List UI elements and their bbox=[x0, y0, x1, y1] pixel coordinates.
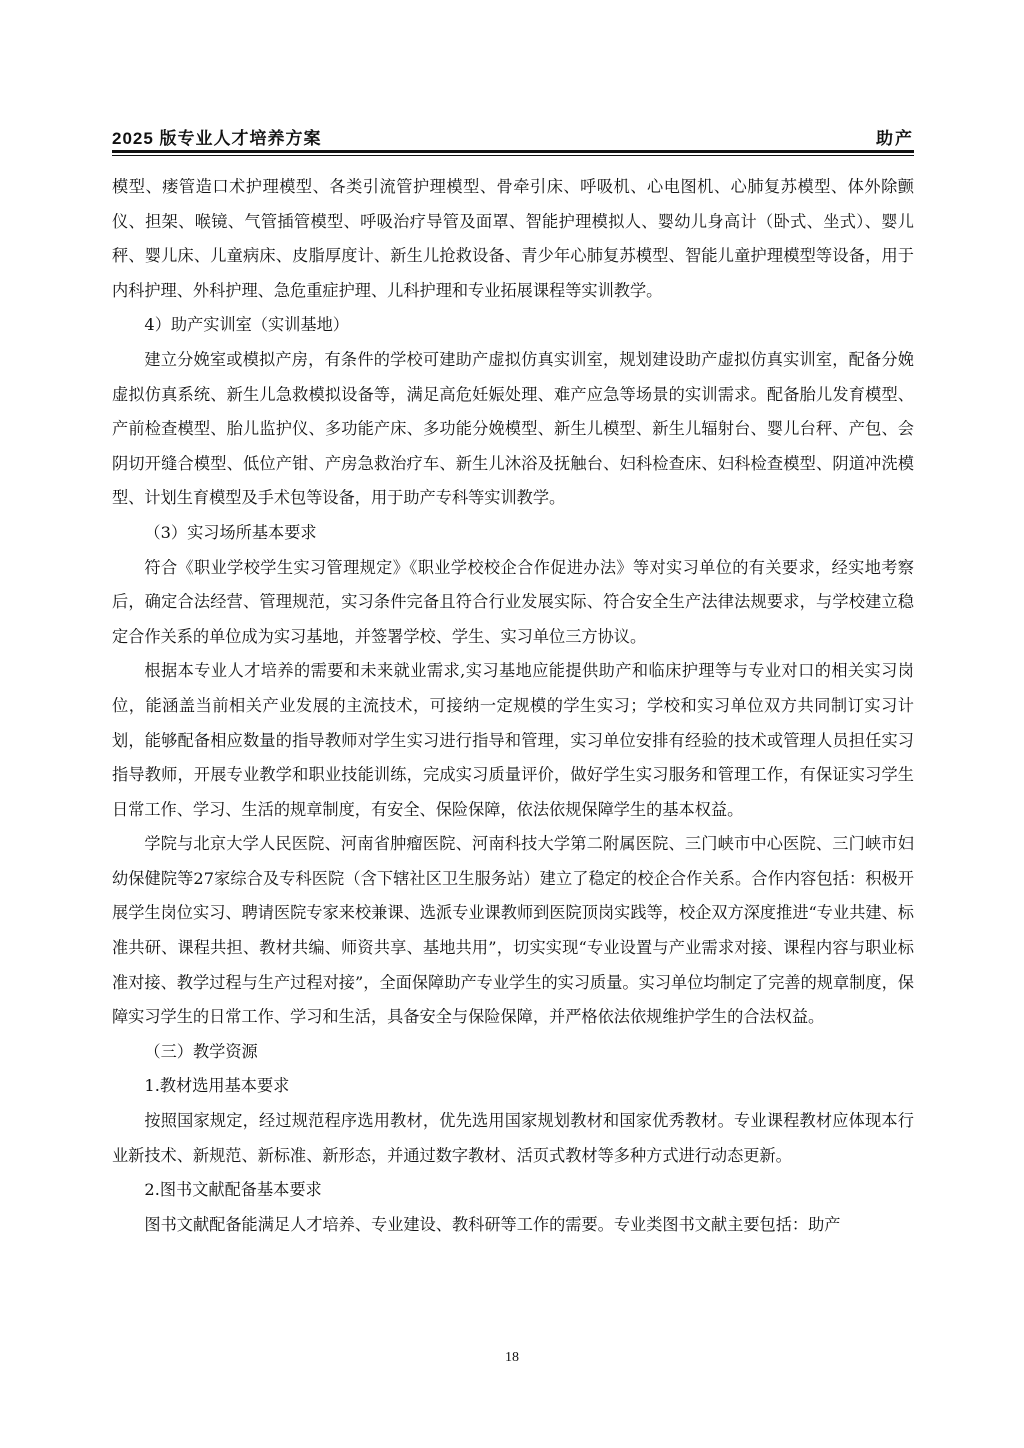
section-heading: 4）助产实训室（实训基地） bbox=[144, 315, 349, 335]
section-heading: （三）教学资源 bbox=[144, 1041, 258, 1061]
paragraph: 学院与北京大学人民医院、河南省肿瘤医院、河南科技大学第二附属医院、三门峡市中心医院、三门峡市妇幼保健院等27家综合及专科医院（含下辖社区卫生服务站）建立了稳定的校企合作关系。合作内容包括：积极开展学生岗位实习、聘请医院专家来校兼课、选派专业课教师到医院顶岗实践等，校企双方深度推进“专业共建、标准共研、课程共担、教材共编、师资共享、基地共用”，切实实现“专业设置与产业需求对接、课程内容与职业标准对接、教学过程与生产过程对接”，全面保障助产专业学生的实习质量。实习单位均制定了完善的规章制度，保障实习学生的日常工作、学习和生活，具备安全与保险保障，并严格依法依规维护学生的合法权益。 bbox=[112, 834, 914, 1027]
header-rule-thin bbox=[112, 155, 914, 156]
header-rule-thick bbox=[112, 150, 914, 153]
paragraph: 模型、瘘管造口术护理模型、各类引流管护理模型、骨牵引床、呼吸机、心电图机、心肺复苏模型、体外除颤仪、担架、喉镜、气管插管模型、呼吸治疗导管及面罩、智能护理模拟人、婴幼儿身高计（卧式、坐式）、婴儿秤、婴儿床、儿童病床、皮脂厚度计、新生儿抢救设备、青少年心肺复苏模型、智能儿童护理模型等设备，用于内科护理、外科护理、急危重症护理、儿科护理和专业拓展课程等实训教学。 bbox=[112, 177, 914, 300]
paragraph: 建立分娩室或模拟产房，有条件的学校可建助产虚拟仿真实训室，规划建设助产虚拟仿真实训室，配备分娩虚拟仿真系统、新生儿急救模拟设备等，满足高危妊娠处理、难产应急等场景的实训需求。配备胎儿发育模型、产前检查模型、胎儿监护仪、多功能产床、多功能分娩模型、新生儿模型、新生儿辐射台、婴儿台秤、产包、会阴切开缝合模型、低位产钳、产房急救治疗车、新生儿沐浴及抚触台、妇科检查床、妇科检查模型、阴道冲洗模型、计划生育模型及手术包等设备，用于助产专科等实训教学。 bbox=[112, 349, 914, 508]
paragraph: 图书文献配备能满足人才培养、专业建设、教科研等工作的需要。专业类图书文献主要包括：助产 bbox=[144, 1214, 841, 1234]
section-heading: 2.图书文献配备基本要求 bbox=[144, 1180, 322, 1200]
paragraph: 根据本专业人才培养的需要和未来就业需求,实习基地应能提供助产和临床护理等与专业对口的相关实习岗位，能涵盖当前相关产业发展的主流技术，可接纳一定规模的学生实习；学校和实习单位双方共同制订实习计划，能够配备相应数量的指导教师对学生实习进行指导和管理，实习单位安排有经验的技术或管理人员担任实习指导教师，开展专业教学和职业技能训练，完成实习质量评价，做好学生实习服务和管理工作，有保证实习学生日常工作、学习、生活的规章制度，有安全、保险保障，依法依规保障学生的基本权益。 bbox=[112, 661, 914, 819]
page-number: 18 bbox=[505, 1350, 519, 1365]
section-heading: 1.教材选用基本要求 bbox=[144, 1076, 290, 1096]
header-major: 助产 bbox=[876, 129, 914, 148]
section-heading: （3）实习场所基本要求 bbox=[144, 522, 317, 542]
paragraph: 符合《职业学校学生实习管理规定》《职业学校校企合作促进办法》等对实习单位的有关要求，经实地考察后，确定合法经营、管理规范，实习条件完备且符合行业发展实际、符合安全生产法律法规要求，与学校建立稳定合作关系的单位成为实习基地，并签署学校、学生、实习单位三方协议。 bbox=[112, 557, 914, 646]
header-title: 2025 版专业人才培养方案 bbox=[112, 129, 322, 148]
page-header bbox=[112, 124, 914, 148]
paragraph: 按照国家规定，经过规范程序选用教材，优先选用国家规划教材和国家优秀教材。专业课程教材应体现本行业新技术、新规范、新标准、新形态，并通过数字教材、活页式教材等多种方式进行动态更新。 bbox=[112, 1111, 914, 1165]
body-content bbox=[112, 170, 914, 1242]
